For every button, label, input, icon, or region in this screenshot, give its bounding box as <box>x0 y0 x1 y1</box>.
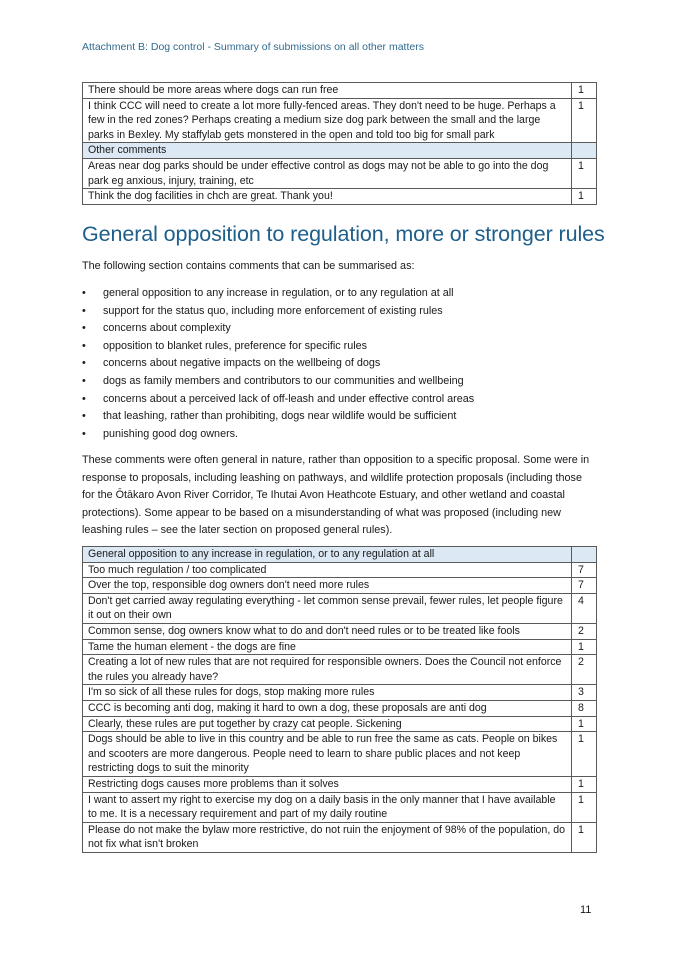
submissions-table-facilities <box>82 82 597 205</box>
comment-cell: Over the top, responsible dog owners don't need more rules <box>83 578 572 594</box>
bullet-item: • concerns about negative impacts on the wellbeing of dogs <box>82 355 474 373</box>
count-cell: 3 <box>572 685 597 701</box>
comment-cell: Tame the human element - the dogs are fine <box>83 639 572 655</box>
table-row <box>83 732 597 777</box>
count-cell: 1 <box>572 83 597 99</box>
count-cell: 2 <box>572 655 597 685</box>
table-body <box>83 83 597 205</box>
table-row <box>83 792 597 822</box>
count-cell: 1 <box>572 792 597 822</box>
table-row <box>83 822 597 852</box>
table-section-row <box>83 143 597 159</box>
comment-cell: Areas near dog parks should be under effective control as dogs may not be able to go into the dog park eg anxious, injury, training, etc <box>83 158 572 188</box>
bullet-item: • dogs as family members and contributors to our communities and wellbeing <box>82 373 474 391</box>
comment-cell: Think the dog facilities in chch are great. Thank you! <box>83 189 572 205</box>
comment-cell: I think CCC will need to create a lot more fully-fenced areas. They don't need to be huge. Perhaps a few in the red zones? Perhaps creating a medium size dog park between the small and the large parks in Bexley. My staffylab gets monstered in the open and told too big for small park <box>83 98 572 143</box>
count-cell: 7 <box>572 578 597 594</box>
comment-cell: There should be more areas where dogs can run free <box>83 83 572 99</box>
bullet-item: • concerns about a perceived lack of off-leash and under effective control areas <box>82 391 474 409</box>
comment-cell: I'm so sick of all these rules for dogs, stop making more rules <box>83 685 572 701</box>
table-row <box>83 655 597 685</box>
section-heading: General opposition to regulation, more or stronger rules <box>82 222 605 246</box>
count-cell: 1 <box>572 716 597 732</box>
bullet-item: • opposition to blanket rules, preference for specific rules <box>82 338 474 356</box>
comment-cell: I want to assert my right to exercise my dog on a daily basis in the only manner that I have available to me. It is a necessary requirement and part of my daily routine <box>83 792 572 822</box>
count-cell <box>572 143 597 159</box>
comment-cell: Other comments <box>83 143 572 159</box>
table-row <box>83 685 597 701</box>
table-row <box>83 623 597 639</box>
bullet-item: • support for the status quo, including more enforcement of existing rules <box>82 303 474 321</box>
bullet-item: • that leashing, rather than prohibiting, dogs near wildlife would be sufficient <box>82 408 474 426</box>
table-row <box>83 83 597 99</box>
intro-text: The following section contains comments that can be summarised as: <box>82 260 415 272</box>
table-row <box>83 639 597 655</box>
table-row <box>83 578 597 594</box>
count-cell: 1 <box>572 158 597 188</box>
table-row <box>83 98 597 143</box>
table-row <box>83 158 597 188</box>
count-cell: 1 <box>572 189 597 205</box>
comment-cell: Common sense, dog owners know what to do and don't need rules or to be treated like fools <box>83 623 572 639</box>
count-cell: 1 <box>572 822 597 852</box>
summary-bullet-list <box>82 285 474 443</box>
count-cell: 2 <box>572 623 597 639</box>
count-cell: 1 <box>572 732 597 777</box>
comment-cell: Clearly, these rules are put together by crazy cat people. Sickening <box>83 716 572 732</box>
table-row <box>83 716 597 732</box>
table-row <box>83 776 597 792</box>
comment-cell: Please do not make the bylaw more restrictive, do not ruin the enjoyment of 98% of the population, do not fix what isn't broken <box>83 822 572 852</box>
count-cell <box>572 547 597 563</box>
count-cell: 1 <box>572 98 597 143</box>
comment-cell: Too much regulation / too complicated <box>83 562 572 578</box>
table-section-row <box>83 547 597 563</box>
table-row <box>83 700 597 716</box>
submissions-table-opposition <box>82 546 597 853</box>
bullet-item: • general opposition to any increase in regulation, or to any regulation at all <box>82 285 474 303</box>
body-paragraph: These comments were often general in nature, rather than opposition to a specific proposal. Some were in response to proposals, including leashing on pathways, and wildlife protection proposals (including those for the Ōtākaro Avon River Corridor, Te Ihutai Avon Heathcote Estuary, and other wetland and coastal protections). Some appear to be based on a misunderstanding of what was proposed (including new leashing rules – see the later section on proposed general rules). <box>82 454 590 537</box>
bullet-item: • concerns about complexity <box>82 320 474 338</box>
table-body <box>83 547 597 853</box>
table-row <box>83 593 597 623</box>
table-row <box>83 189 597 205</box>
comment-cell: Dogs should be able to live in this country and be able to run free the same as cats. People on bikes and scooters are more dangerous. People need to learn to share public places and not keep restricting dogs to suit the minority <box>83 732 572 777</box>
count-cell: 1 <box>572 639 597 655</box>
comment-cell: CCC is becoming anti dog, making it hard to own a dog, these proposals are anti dog <box>83 700 572 716</box>
count-cell: 8 <box>572 700 597 716</box>
page-header: Attachment B: Dog control - Summary of submissions on all other matters <box>82 41 424 53</box>
count-cell: 1 <box>572 776 597 792</box>
comment-cell: General opposition to any increase in regulation, or to any regulation at all <box>83 547 572 563</box>
comment-cell: Restricting dogs causes more problems than it solves <box>83 776 572 792</box>
page-number: 11 <box>580 904 592 916</box>
count-cell: 4 <box>572 593 597 623</box>
comment-cell: Don't get carried away regulating everything - let common sense prevail, fewer rules, let people figure it out on their own <box>83 593 572 623</box>
bullet-item: • punishing good dog owners. <box>82 426 474 444</box>
table-row <box>83 562 597 578</box>
comment-cell: Creating a lot of new rules that are not required for responsible owners. Does the Council not enforce the rules you already have? <box>83 655 572 685</box>
count-cell: 7 <box>572 562 597 578</box>
